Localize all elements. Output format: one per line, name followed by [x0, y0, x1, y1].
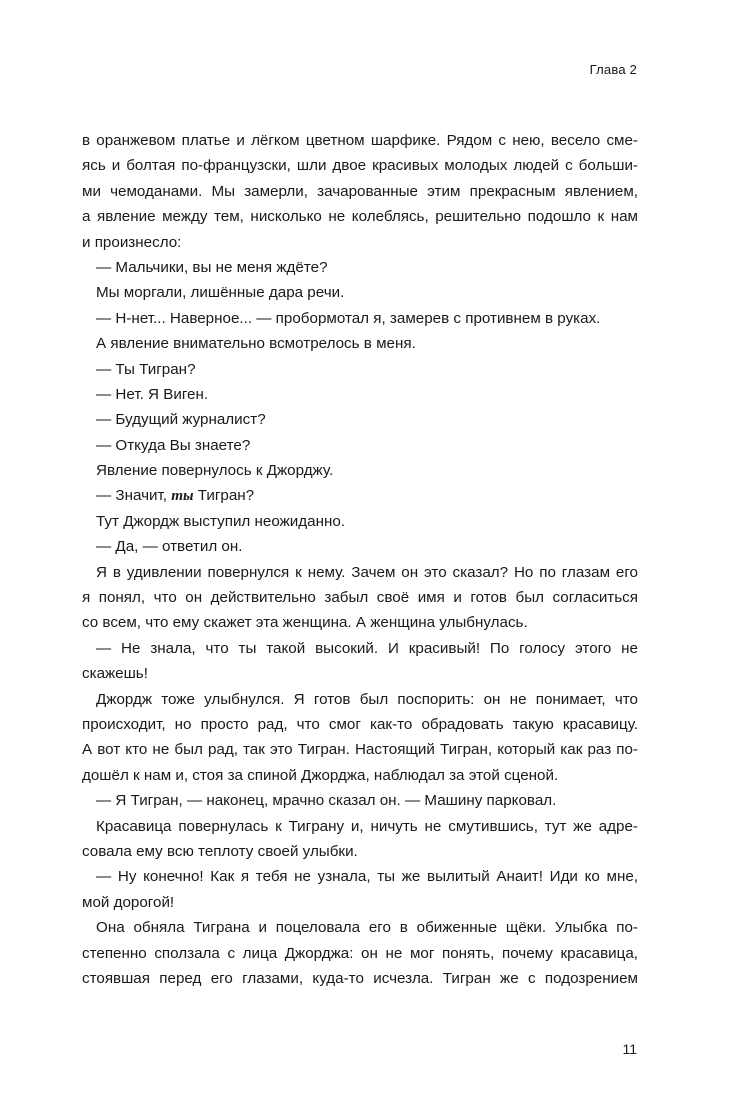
body-text	[82, 128, 638, 991]
text-line: А явление внимательно всмотрелось в меня.	[96, 335, 416, 353]
text-line: — Откуда Вы знаете?	[96, 436, 251, 454]
text-line: происходит, но просто рад, что смог как-то обрадовать такую красавицу.	[82, 715, 638, 733]
page-number: 11	[622, 1041, 637, 1057]
text-line: Она обняла Тиграна и поцеловала его в обиженные щёки. Улыбка по-	[96, 919, 638, 937]
text-segment: Тигран?	[193, 487, 255, 505]
text-line: — Н-нет... Наверное... — пробормотал я, замерев с противнем в руках.	[96, 309, 601, 327]
text-line: степенно сползала с лица Джорджа: он не мог понять, почему красавица,	[82, 944, 638, 962]
text-line: а явление между тем, нисколько не колеблясь, решительно подошло к нам	[82, 208, 638, 226]
text-line: — Ну конечно! Как я тебя не узнала, ты же вылитый Анаит! Иди ко мне,	[96, 868, 638, 886]
text-line: — Мальчики, вы не меня ждёте?	[96, 258, 328, 276]
running-header-chapter: Глава 2	[589, 62, 637, 77]
text-line: — Да, — ответил он.	[96, 538, 243, 556]
text-line: ясь и болтая по-французски, шли двое красивых молодых людей с больши-	[82, 157, 638, 175]
text-line: Явление повернулось к Джорджу.	[96, 462, 334, 480]
text-line: Красавица повернулась к Тиграну и, ничуть не смутившись, тут же адре-	[96, 817, 638, 835]
text-line: Джордж тоже улыбнулся. Я готов был поспорить: он не понимает, что	[96, 690, 638, 708]
text-line: и произнесло:	[82, 233, 182, 251]
text-line: скажешь!	[82, 665, 148, 683]
text-line: совала ему всю теплоту своей улыбки.	[82, 842, 358, 860]
text-line: Тут Джордж выступил неожиданно.	[96, 512, 346, 530]
text-line: со всем, что ему скажет эта женщина. А женщина улыбнулась.	[82, 614, 528, 632]
text-line: А вот кто не был рад, так это Тигран. Настоящий Тигран, который как раз по-	[82, 741, 638, 759]
text-line: Я в удивлении повернулся к нему. Зачем он это сказал? Но по глазам его	[96, 563, 638, 581]
text-line: я понял, что он действительно забыл своё имя и готов был согласиться	[82, 589, 638, 607]
text-line: дошёл к нам и, стоя за спиной Джорджа, наблюдал за этой сценой.	[82, 766, 559, 784]
text-line: — Ты Тигран?	[96, 360, 196, 378]
emphasized-word: ты	[171, 487, 194, 505]
text-line: мой дорогой!	[82, 893, 175, 911]
text-segment: — Значит,	[96, 487, 172, 505]
text-line	[82, 483, 638, 508]
text-line: стоявшая перед его глазами, куда-то исчезла. Тигран же с подозрением	[82, 969, 638, 987]
text-line: ми чемоданами. Мы замерли, зачарованные этим прекрасным явлением,	[82, 182, 638, 200]
text-line: — Нет. Я Виген.	[96, 385, 209, 403]
text-line: Мы моргали, лишённые дара речи.	[96, 284, 345, 302]
text-line: в оранжевом платье и лёгком цветном шарфике. Рядом с нею, весело сме-	[82, 132, 638, 149]
text-line: — Не знала, что ты такой высокий. И красивый! По голосу этого не	[96, 639, 638, 657]
text-line: — Будущий журналист?	[96, 411, 266, 429]
text-line: — Я Тигран, — наконец, мрачно сказал он. — Машину парковал.	[96, 792, 557, 810]
